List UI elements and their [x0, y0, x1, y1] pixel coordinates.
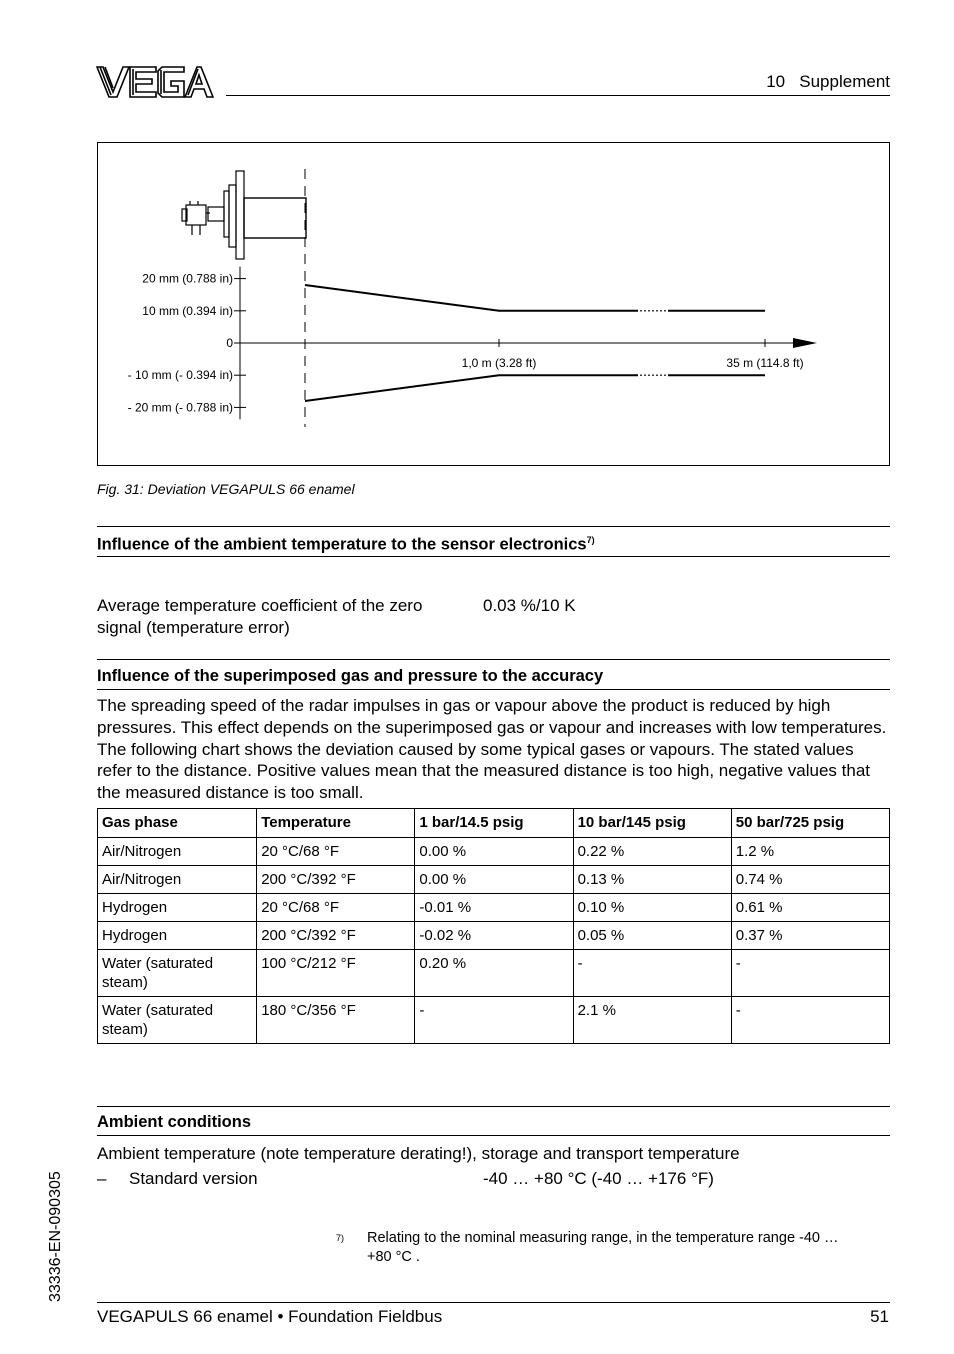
footnote-marker: 7): [336, 1233, 345, 1243]
deviation-chart: [98, 143, 889, 465]
figure-box: [97, 142, 890, 466]
table-cell: -: [731, 950, 889, 997]
series-line: [305, 285, 638, 311]
ambient-conditions-title: Ambient conditions: [97, 1113, 251, 1131]
gas-deviation-table: [97, 808, 890, 1044]
table-cell: Hydrogen: [98, 922, 257, 950]
table-cell: 0.37 %: [731, 922, 889, 950]
table-cell: Air/Nitrogen: [98, 866, 257, 894]
table-row: [98, 950, 890, 997]
table-header-cell: 1 bar/14.5 psig: [415, 809, 573, 838]
y-tick-label: 0: [226, 336, 233, 350]
temp-coefficient-label: Average temperature coefficient of the zero signal (temperature error): [97, 596, 423, 637]
gas-section-rule: [97, 659, 890, 660]
table-header-cell: Temperature: [257, 809, 415, 838]
ambient-conditions-line: Ambient temperature (note temperature derating!), storage and transport temperature: [97, 1144, 740, 1163]
table-row: [98, 894, 890, 922]
ambient-conditions-rule-bottom: [97, 1135, 890, 1136]
ambient-conditions-rule-top: [97, 1106, 890, 1107]
table-row: [98, 866, 890, 894]
section-rule-bottom: [97, 556, 890, 557]
table-cell: -: [415, 997, 573, 1044]
y-tick-label: 20 mm (0.788 in): [142, 271, 233, 286]
gas-section-title: Influence of the superimposed gas and pressure to the accuracy: [97, 667, 604, 685]
table-cell: 0.00 %: [415, 838, 573, 866]
table-cell: 2.1 %: [573, 997, 731, 1044]
y-tick-label: - 20 mm (- 0.788 in): [127, 400, 233, 415]
header-section: 10 Supplement: [766, 72, 890, 91]
table-cell: 0.20 %: [415, 950, 573, 997]
list-dash: –: [97, 1169, 107, 1188]
table-header-row: [98, 809, 890, 838]
y-tick-label: - 10 mm (- 0.394 in): [127, 368, 233, 383]
table-cell: Water (saturated steam): [98, 997, 257, 1044]
y-tick-label: 10 mm (0.394 in): [142, 303, 233, 318]
footnote-text: Relating to the nominal measuring range, in the temperature range -40 … +80 °C .: [367, 1230, 839, 1265]
table-row: [98, 997, 890, 1044]
footer-rule: [97, 1302, 890, 1303]
section-rule-top: [97, 526, 890, 527]
table-cell: Air/Nitrogen: [98, 838, 257, 866]
table-cell: 0.22 %: [573, 838, 731, 866]
figure-caption: Fig. 31: Deviation VEGAPULS 66 enamel: [97, 481, 355, 497]
temp-coefficient-value: 0.03 %/10 K: [483, 596, 576, 615]
table-header-cell: 10 bar/145 psig: [573, 809, 731, 838]
standard-version-value: -40 … +80 °C (-40 … +176 °F): [483, 1169, 714, 1188]
table-cell: 200 °C/392 °F: [257, 922, 415, 950]
table-cell: 0.13 %: [573, 866, 731, 894]
table-cell: -0.02 %: [415, 922, 573, 950]
table-row: [98, 838, 890, 866]
table-header-cell: Gas phase: [98, 809, 257, 838]
footnote-ref: 7): [586, 535, 595, 545]
series-line: [305, 375, 638, 401]
x-tick-label: 35 m (114.8 ft): [726, 356, 804, 370]
footer-title: VEGAPULS 66 enamel • Foundation Fieldbus: [97, 1307, 443, 1326]
table-cell: 20 °C/68 °F: [257, 838, 415, 866]
table-cell: 200 °C/392 °F: [257, 866, 415, 894]
table-cell: -: [573, 950, 731, 997]
standard-version-label: Standard version: [129, 1169, 258, 1188]
table-cell: -: [731, 997, 889, 1044]
vega-logo: [96, 66, 214, 98]
table-header-cell: 50 bar/725 psig: [731, 809, 889, 838]
table-cell: 180 °C/356 °F: [257, 997, 415, 1044]
ambient-temp-title: Influence of the ambient temperature to the sensor electronics$^{7)}$: [97, 535, 595, 554]
gas-paragraph: The spreading speed of the radar impulses in gas or vapour above the product is reduced by high pressures. This effect depends on the superimposed gas or vapour and increases with low temperatures. The following chart shows the deviation caused by some typical gases or vapours. The stated values refer to the distance. Positive values mean that the measured distance is too high, negative values that the measured distance is too small.: [97, 696, 887, 803]
table-cell: 20 °C/68 °F: [257, 894, 415, 922]
table-cell: 100 °C/212 °F: [257, 950, 415, 997]
table-row: [98, 922, 890, 950]
table-cell: 0.61 %: [731, 894, 889, 922]
table-cell: 0.74 %: [731, 866, 889, 894]
table-cell: 1.2 %: [731, 838, 889, 866]
header-rule: [226, 95, 890, 96]
x-tick-label: 1,0 m (3.28 ft): [461, 356, 537, 370]
gas-section-rule-bottom: [97, 689, 890, 690]
page-number: 51: [870, 1307, 889, 1326]
table-cell: -0.01 %: [415, 894, 573, 922]
logo: [96, 66, 214, 98]
table-cell: Hydrogen: [98, 894, 257, 922]
table-cell: 0.10 %: [573, 894, 731, 922]
table-cell: 0.05 %: [573, 922, 731, 950]
document-code: 33336-EN-090305: [47, 1171, 64, 1302]
table-cell: Water (saturated steam): [98, 950, 257, 997]
x-axis-arrow: [793, 338, 817, 348]
table-cell: 0.00 %: [415, 866, 573, 894]
sensor-drawing: [182, 171, 306, 259]
